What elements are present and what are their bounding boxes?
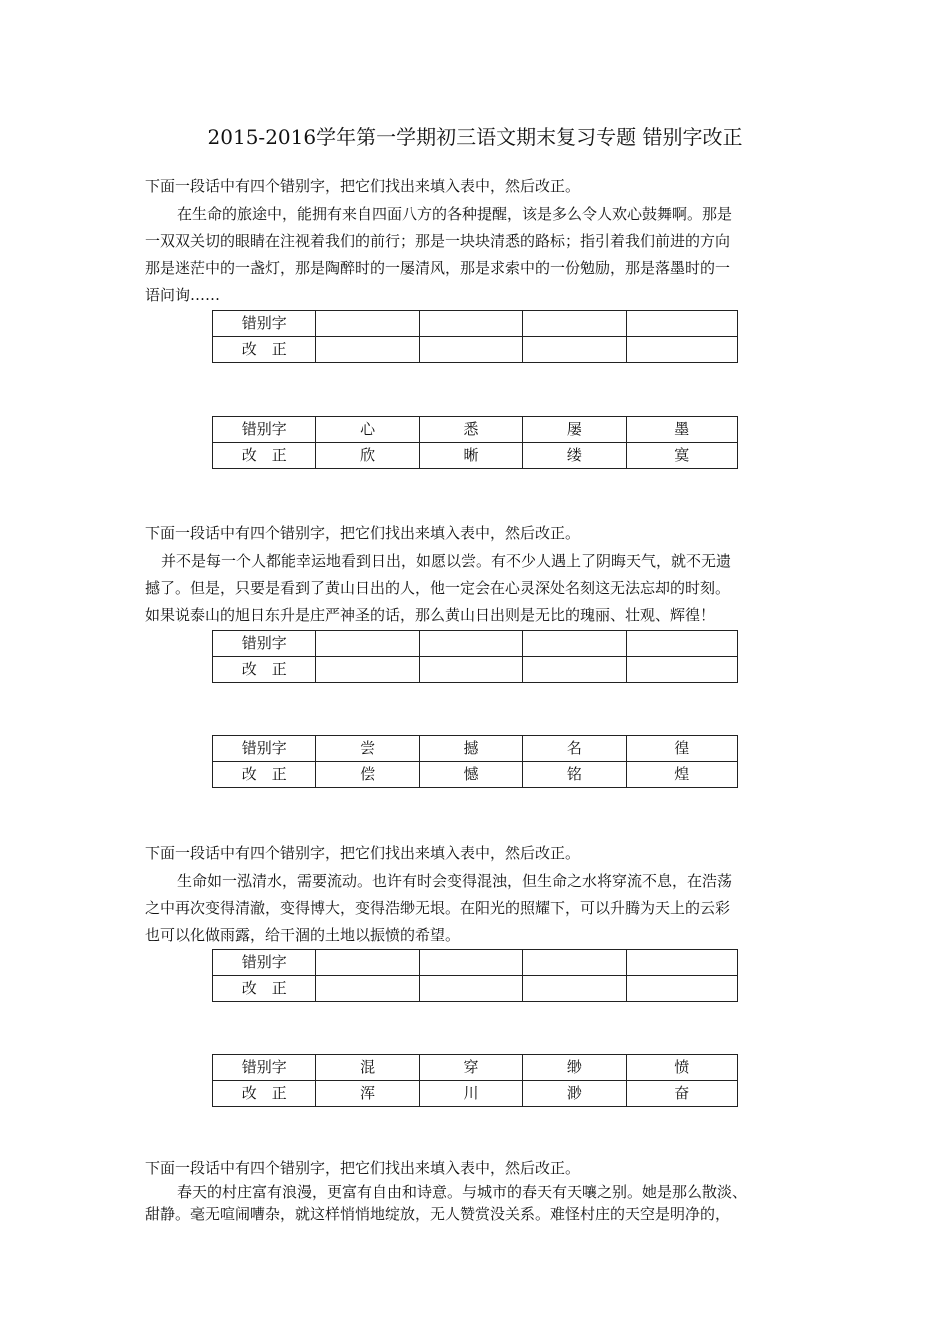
blank-cell[interactable] xyxy=(419,976,522,1002)
passage-line: 在生命的旅途中，能拥有来自四面八方的各种提醒，该是多么令人欢心鼓舞啊。那是 xyxy=(177,205,733,223)
blank-cell[interactable] xyxy=(626,311,737,337)
page-title: 2015-2016学年第一学期初三语文期末复习专题 错别字改正 xyxy=(207,125,743,149)
table-row xyxy=(213,657,738,683)
passage-line: 撼了。但是，只要是看到了黄山日出的人，他一定会在心灵深处名刻这无法忘却的时刻。 xyxy=(145,579,731,597)
passage-line: 那是迷茫中的一盏灯，那是陶醉时的一屡清风，那是求索中的一份勉励，那是落墨时的一 xyxy=(145,259,731,277)
blank-cell[interactable] xyxy=(626,657,737,683)
passage-line: 一双双关切的眼睛在注视着我们的前行；那是一块块清悉的路标；指引着我们前进的方向 xyxy=(145,232,731,250)
answer-key-table xyxy=(212,735,738,788)
answer-cell: 缈 xyxy=(523,1055,626,1081)
answer-cell: 晰 xyxy=(419,443,522,469)
row-label-correct: 改 正 xyxy=(213,443,316,469)
blank-cell[interactable] xyxy=(523,657,626,683)
passage-line: 如果说泰山的旭日东升是庄严神圣的话，那么黄山日出则是无比的瑰丽、壮观、辉徨！ xyxy=(145,606,716,624)
table-row xyxy=(213,736,738,762)
answer-cell: 穿 xyxy=(419,1055,522,1081)
table-row xyxy=(213,311,738,337)
passage-line: 生命如一泓清水，需要流动。也许有时会变得混浊，但生命之水将穿流不息，在浩荡 xyxy=(177,872,733,890)
answer-key-table xyxy=(212,1054,738,1107)
row-label-wrong: 错别字 xyxy=(213,736,316,762)
blank-cell[interactable] xyxy=(626,337,737,363)
answer-cell: 名 xyxy=(523,736,626,762)
blank-cell[interactable] xyxy=(419,631,522,657)
table-row xyxy=(213,1055,738,1081)
blank-cell[interactable] xyxy=(316,337,419,363)
answer-key-table xyxy=(212,416,738,469)
passage-line: 春天的村庄富有浪漫，更富有自由和诗意。与城市的春天有天嚷之别。她是那么散淡、 xyxy=(177,1183,748,1201)
blank-cell[interactable] xyxy=(419,657,522,683)
instruction: 下面一段话中有四个错别字，把它们找出来填入表中，然后改正。 xyxy=(145,524,581,542)
blank-cell[interactable] xyxy=(316,976,419,1002)
question-3 xyxy=(145,842,815,949)
table-row xyxy=(213,950,738,976)
answer-cell: 心 xyxy=(316,417,419,443)
answer-cell: 尝 xyxy=(316,736,419,762)
blank-cell[interactable] xyxy=(419,311,522,337)
table-row xyxy=(213,1081,738,1107)
passage xyxy=(145,548,815,629)
row-label-wrong: 错别字 xyxy=(213,950,316,976)
answer-cell: 川 xyxy=(419,1081,522,1107)
row-label-correct: 改 正 xyxy=(213,1081,316,1107)
passage-line: 也可以化做雨露，给干涸的土地以振愤的希望。 xyxy=(145,926,461,944)
answer-cell: 奋 xyxy=(626,1081,737,1107)
blank-cell[interactable] xyxy=(419,950,522,976)
answer-cell: 墨 xyxy=(626,417,737,443)
instruction: 下面一段话中有四个错别字，把它们找出来填入表中，然后改正。 xyxy=(145,844,581,862)
blank-answer-table xyxy=(212,949,738,1002)
blank-cell[interactable] xyxy=(523,311,626,337)
blank-cell[interactable] xyxy=(316,631,419,657)
blank-cell[interactable] xyxy=(626,950,737,976)
blank-cell[interactable] xyxy=(523,631,626,657)
blank-cell[interactable] xyxy=(626,631,737,657)
blank-answer-table xyxy=(212,630,738,683)
passage xyxy=(145,868,815,949)
table-row xyxy=(213,417,738,443)
row-label-wrong: 错别字 xyxy=(213,631,316,657)
table-row xyxy=(213,976,738,1002)
row-label-correct: 改 正 xyxy=(213,337,316,363)
row-label-wrong: 错别字 xyxy=(213,311,316,337)
blank-cell[interactable] xyxy=(316,657,419,683)
blank-answer-table xyxy=(212,310,738,363)
row-label-correct: 改 正 xyxy=(213,976,316,1002)
blank-cell[interactable] xyxy=(316,311,419,337)
question-2 xyxy=(145,522,815,629)
answer-cell: 愤 xyxy=(626,1055,737,1081)
answer-cell: 徨 xyxy=(626,736,737,762)
row-label-wrong: 错别字 xyxy=(213,417,316,443)
row-label-correct: 改 正 xyxy=(213,657,316,683)
answer-cell: 屡 xyxy=(523,417,626,443)
answer-cell: 悉 xyxy=(419,417,522,443)
passage xyxy=(145,201,815,309)
blank-cell[interactable] xyxy=(419,337,522,363)
answer-cell: 煌 xyxy=(626,762,737,788)
answer-cell: 欣 xyxy=(316,443,419,469)
answer-cell: 寞 xyxy=(626,443,737,469)
passage-line: 并不是每一个人都能幸运地看到日出，如愿以尝。有不少人遇上了阴晦天气，就不无遗 xyxy=(161,552,732,570)
answer-cell: 撼 xyxy=(419,736,522,762)
answer-cell: 铭 xyxy=(523,762,626,788)
answer-cell: 浑 xyxy=(316,1081,419,1107)
answer-cell: 混 xyxy=(316,1055,419,1081)
answer-cell: 偿 xyxy=(316,762,419,788)
answer-cell: 缕 xyxy=(523,443,626,469)
answer-cell: 憾 xyxy=(419,762,522,788)
passage-line: 甜静。毫无喧闹嘈杂，就这样悄悄地绽放，无人赞赏没关系。难怪村庄的天空是明净的， xyxy=(145,1205,731,1223)
question-4 xyxy=(145,1157,815,1225)
passage xyxy=(145,1181,815,1225)
blank-cell[interactable] xyxy=(523,337,626,363)
blank-cell[interactable] xyxy=(523,950,626,976)
table-row xyxy=(213,443,738,469)
answer-cell: 渺 xyxy=(523,1081,626,1107)
table-row xyxy=(213,337,738,363)
blank-cell[interactable] xyxy=(626,976,737,1002)
row-label-wrong: 错别字 xyxy=(213,1055,316,1081)
table-row xyxy=(213,762,738,788)
instruction: 下面一段话中有四个错别字，把它们找出来填入表中，然后改正。 xyxy=(145,177,581,195)
table-row xyxy=(213,631,738,657)
passage-line: 之中再次变得清澈，变得博大，变得浩缈无垠。在阳光的照耀下，可以升腾为天上的云彩 xyxy=(145,899,731,917)
row-label-correct: 改 正 xyxy=(213,762,316,788)
blank-cell[interactable] xyxy=(316,950,419,976)
instruction: 下面一段话中有四个错别字，把它们找出来填入表中，然后改正。 xyxy=(145,1159,581,1177)
question-1 xyxy=(145,175,815,309)
blank-cell[interactable] xyxy=(523,976,626,1002)
passage-line: 语问询…… xyxy=(145,286,221,304)
